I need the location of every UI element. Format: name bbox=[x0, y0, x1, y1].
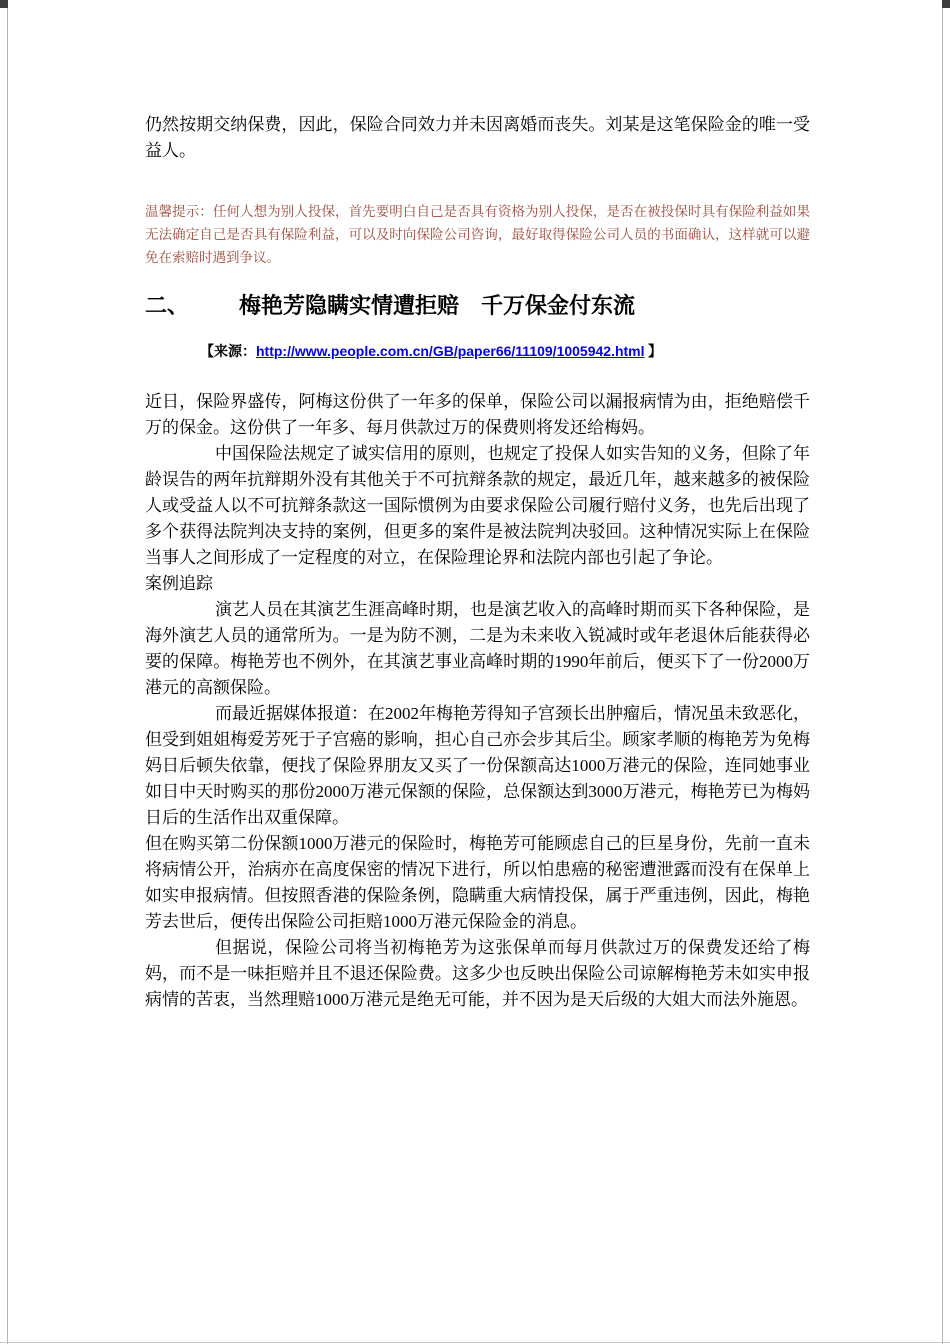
page-edge-left bbox=[7, 0, 8, 1344]
paragraph-second-policy: 但在购买第二份保额1000万港元的保险时，梅艳芳可能顾虑自己的巨星身份，先前一直未将病情公开，治病亦在高度保密的情况下进行，所以怕患癌的秘密遭泄露而没有在保单上如实申报病情。但按照香港的保险条例，隐瞒重大病情投保，属于严重违例，因此，梅艳芳去世后，便传出保险公司拒赔1000万港元保险金的消息。 bbox=[145, 834, 810, 931]
paragraph-refund: 但据说，保险公司将当初梅艳芳为这张保单而每月供款过万的保费发还给了梅妈，而不是一味拒赔并且不退还保险费。这多少也反映出保险公司谅解梅艳芳未如实申报病情的苦衷，当然理赔1000万港元是绝无可能，并不因为是天后级的大姐大而法外施恩。 bbox=[145, 938, 810, 1009]
paragraph-media-report: 而最近据媒体报道：在2002年梅艳芳得知子宫颈长出肿瘤后，情况虽未致恶化，但受到姐姐梅爱芳死于子宫癌的影响，担心自己亦会步其后尘。顾家孝顺的梅艳芳为免梅妈日后顿失依靠，便找了保险界朋友又买了一份保额高达1000万港元的保险，连同她事业如日中天时购买的那份2000万港元保额的保险，总保额达到3000万港元，梅艳芳已为梅妈日后的生活作出双重保障。 bbox=[145, 704, 810, 827]
source-line bbox=[145, 341, 810, 363]
source-prefix: 【来源： bbox=[200, 345, 256, 360]
section-title: 梅艳芳隐瞒实情遭拒赔 千万保金付东流 bbox=[239, 293, 636, 318]
tip-note: 温馨提示：任何人想为别人投保，首先要明白自己是否具有资格为别人投保，是否在被投保时具有保险利益如果无法确定自己是否具有保险利益，可以及时向保险公司咨询，最好取得保险公司人员的书面确认，这样就可以避免在索赔时遇到争议。 bbox=[145, 204, 810, 265]
section-number: 二、 bbox=[145, 293, 190, 318]
page-edge-right bbox=[942, 0, 943, 1344]
paragraph-insurance-law: 中国保险法规定了诚实信用的原则，也规定了投保人如实告知的义务，但除了年龄误告的两年抗辩期外没有其他关于不可抗辩条款的规定，最近几年，越来越多的被保险人或受益人以不可抗辩条款这一国际惯例为由要求保险公司履行赔付义务，也先后出现了多个获得法院判决支持的案例，但更多的案件是被法院判决驳回。这种情况实际上在保险当事人之间形成了一定程度的对立，在保险理论界和法院内部也引起了争论。 bbox=[145, 444, 810, 567]
viewer-corner-top-right bbox=[942, 0, 950, 8]
viewer-corner-top-left bbox=[0, 0, 8, 8]
source-suffix: 】 bbox=[644, 345, 663, 360]
paragraph-performers: 演艺人员在其演艺生涯高峰时期，也是演艺收入的高峰时期而买下各种保险，是海外演艺人员的通常所为。一是为防不测，二是为未来收入锐减时或年老退休后能获得必要的保障。梅艳芳也不例外，在其演艺事业高峰时期的1990年前后，便买下了一份2000万港元的高额保险。 bbox=[145, 600, 810, 697]
section-heading bbox=[145, 291, 810, 321]
document-page bbox=[145, 112, 810, 1013]
page-edge-bottom bbox=[0, 1342, 950, 1343]
source-link[interactable]: http://www.people.com.cn/GB/paper66/11109/1005942.html bbox=[256, 343, 645, 359]
intro-paragraph: 仍然按期交纳保费，因此，保险合同效力并未因离婚而丧失。刘某是这笔保险金的唯一受益人。 bbox=[145, 115, 810, 160]
paragraph-news: 近日，保险界盛传，阿梅这份供了一年多的保单，保险公司以漏报病情为由，拒绝赔偿千万的保金。这份供了一年多、每月供款过万的保费则将发还给梅妈。 bbox=[145, 392, 810, 437]
subheading-case-tracking: 案例追踪 bbox=[145, 574, 213, 593]
